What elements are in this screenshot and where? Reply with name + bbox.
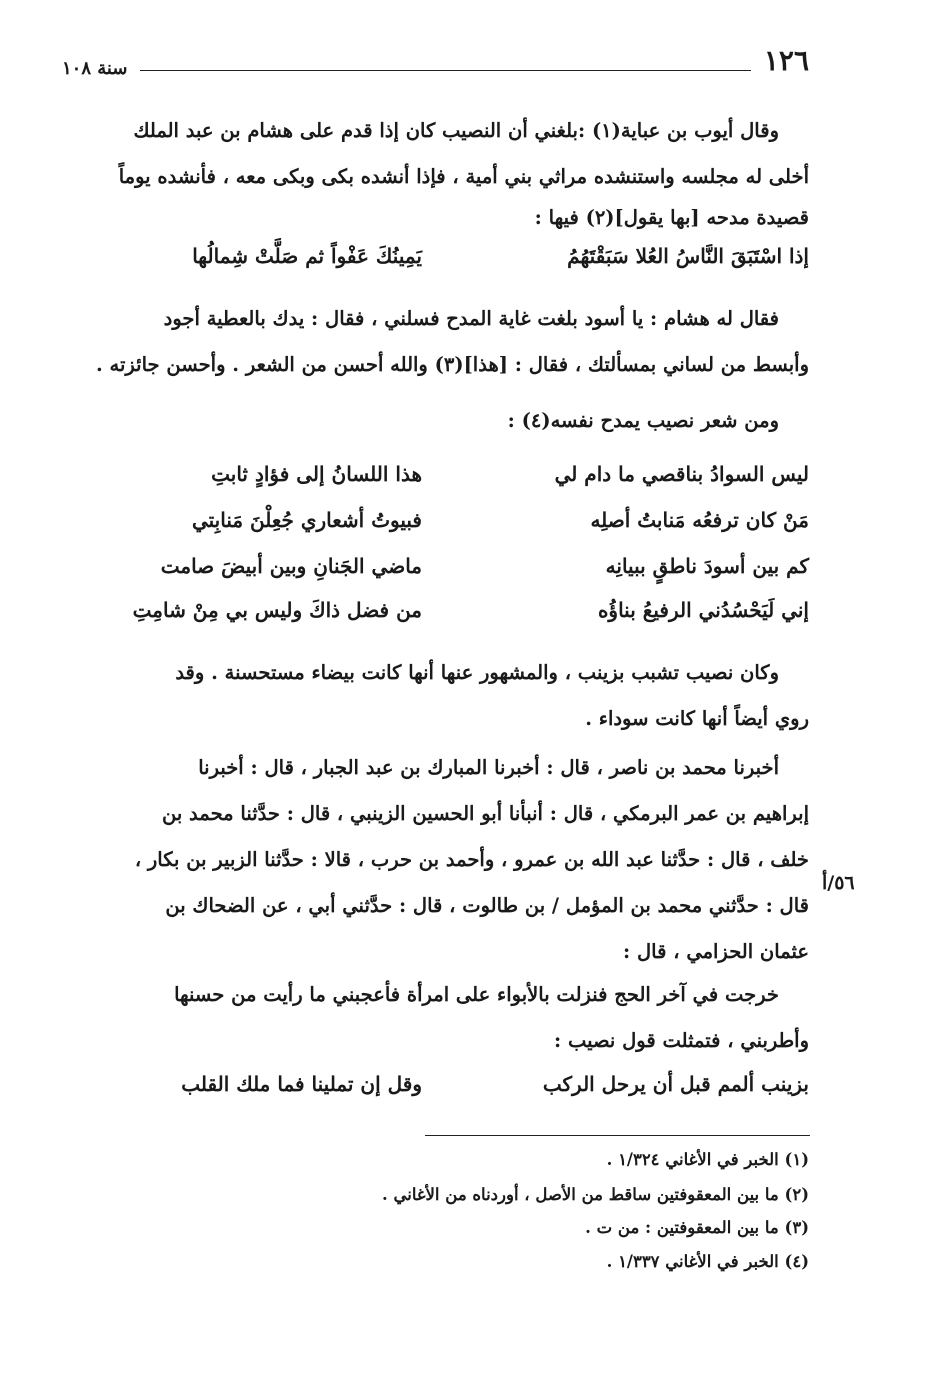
text-line: فقال له هشام : يا أسود بلغت غاية المدح فسلني ، فقال : يدك بالعطية أجود <box>163 307 779 330</box>
verse-line <box>62 462 809 508</box>
text-line: خرجت في آخر الحج فنزلت بالأبواء على امرأة فأعجبني ما رأيت من حسنها <box>174 983 779 1006</box>
footnote-rule <box>425 1135 810 1136</box>
verse-first-hemistich: إذا اسْتَبَقَ النَّاسُ العُلا سَبَقْتَهُمُ <box>567 244 809 268</box>
text-line: خلف ، قال : حدَّثنا عبد الله بن عمرو ، وأحمد بن حرب ، قالا : حدَّثنا الزبير بن بكار ، <box>134 848 809 871</box>
verse-first-hemistich: إني لَيَحْسُدُني الرفيعُ بناؤُه <box>597 598 809 622</box>
text-line: قال : حدَّثني محمد بن المؤمل / بن طالوت ، قال : حدَّثني أبي ، عن الضحاك بن <box>165 894 809 917</box>
verse-first-hemistich: كم بين أسودَ ناطقٍ ببيانِه <box>605 554 809 578</box>
folio-margin-note: ٥٦/أ <box>822 872 855 894</box>
paragraph-isnad <box>62 745 809 975</box>
paragraph-ayyub <box>62 108 809 236</box>
verse-second-hemistich: وقل إن تملينا فما ملك القلب <box>181 1072 422 1096</box>
text-line: وقال أيوب بن عباية(١) :بلغني أن النصيب كان إذا قدم على هشام بن عبد الملك <box>133 119 779 142</box>
text-line: وأبسط من لساني بمسألتك ، فقال : [هذا](٣) والله أحسن من الشعر . وأحسن جائزته . <box>95 353 809 376</box>
verse-second-hemistich: ماضي الجَنانِ وبين أبيضَ صامت <box>160 554 422 578</box>
verse-line <box>62 244 809 290</box>
paragraph-zaynab <box>62 650 809 742</box>
verse-second-hemistich: يَمِينُكَ عَفْواً ثم صَلَّتْ شِمالُها <box>192 244 422 268</box>
text-line: ومن شعر نصيب يمدح نفسه(٤) : <box>507 409 779 432</box>
footnote: (٤) الخبر في الأغاني ١/٣٣٧ . <box>606 1252 809 1271</box>
verse-first-hemistich: ليس السوادُ بناقصي ما دام لي <box>554 462 809 486</box>
verse-line <box>62 508 809 554</box>
footnote: (٣) ما بين المعقوفتين : من ت . <box>585 1218 809 1237</box>
paragraph-hisham <box>62 296 809 388</box>
verse-line <box>62 598 809 644</box>
text-line: قصيدة مدحه [بها يقول](٢) فيها : <box>534 206 809 229</box>
text-line: روي أيضاً أنها كانت سوداء . <box>585 707 809 730</box>
paragraph-verse-intro <box>62 398 809 444</box>
footnote: (١) الخبر في الأغاني ١/٣٢٤ . <box>606 1150 809 1169</box>
text-line: إبراهيم بن عمر البرمكي ، قال : أنبأنا أبو الحسين الزينبي ، قال : حدَّثنا محمد بن <box>162 802 809 825</box>
text-line: أخلى له مجلسه واستنشده مراثي بني أمية ، فإذا أنشده بكى وبكى معه ، فأنشده يوماً <box>118 165 809 188</box>
text-line: وأطربني ، فتمثلت قول نصيب : <box>553 1029 809 1052</box>
header-rule <box>140 70 751 71</box>
text-line: وكان نصيب تشبب بزينب ، والمشهور عنها أنها كانت بيضاء مستحسنة . وقد <box>175 661 779 684</box>
footnote: (٢) ما بين المعقوفتين ساقط من الأصل ، أوردناه من الأغاني . <box>382 1185 809 1204</box>
verse-second-hemistich: فبيوتُ أشعاري جُعِلْنَ مَنابِتي <box>191 508 422 532</box>
verse-second-hemistich: هذا اللسانُ إلى فؤادٍ ثابتِ <box>211 462 422 486</box>
verse-line <box>62 554 809 600</box>
verse-first-hemistich: بزينب ألمم قبل أن يرحل الركب <box>542 1072 809 1096</box>
text-line: عثمان الحزامي ، قال : <box>623 940 809 963</box>
verse-second-hemistich: من فضل ذاكَ وليس بي مِنْ شامِتِ <box>132 598 422 622</box>
page-number: ١٢٦ <box>763 44 809 77</box>
text-line: أخبرنا محمد بن ناصر ، قال : أخبرنا المبارك بن عبد الجبار ، قال : أخبرنا <box>198 756 779 779</box>
verse-line <box>62 1072 809 1118</box>
verse-first-hemistich: مَنْ كان ترفعُه مَنابتُ أصلِه <box>590 508 809 532</box>
paragraph-hajj <box>62 972 809 1064</box>
running-head-year: سنة ١٠٨ <box>62 58 128 79</box>
